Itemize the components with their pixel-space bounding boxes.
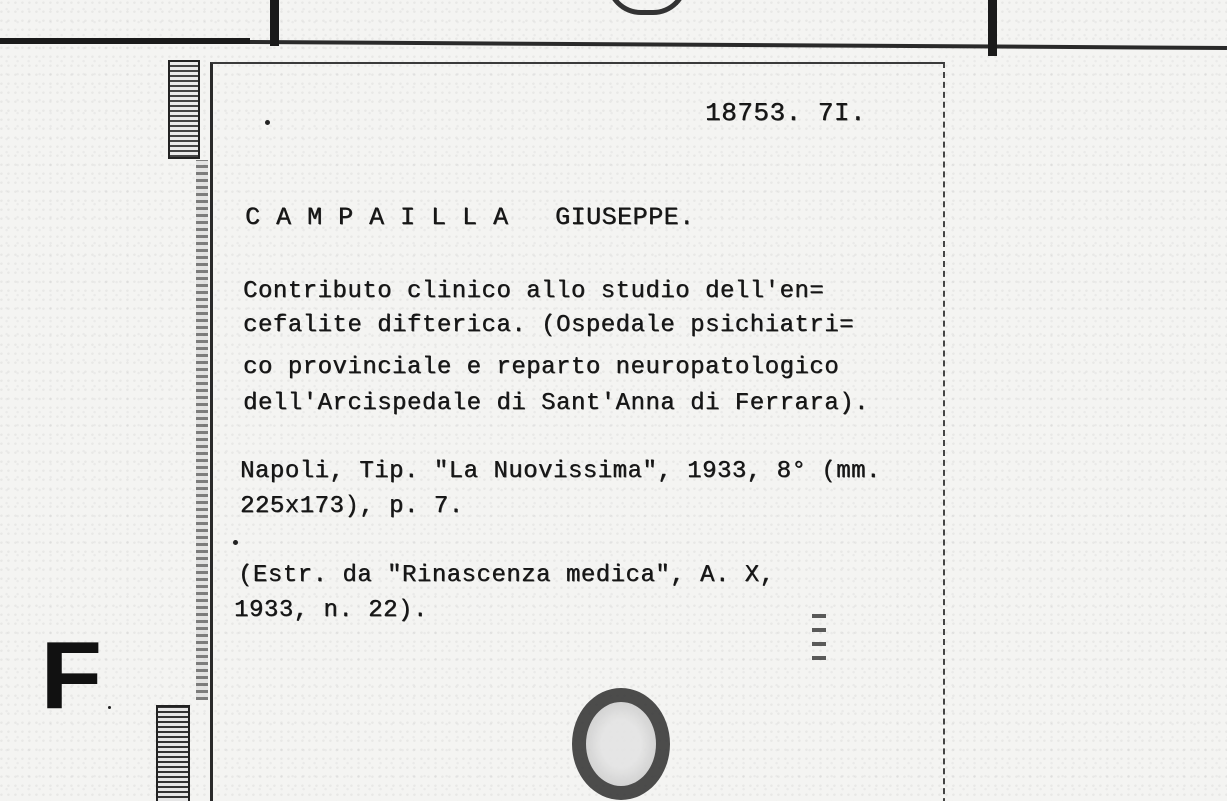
title-line-1: Contributo clinico allo studio dell'en=: [243, 278, 825, 305]
binder-strip-top: [168, 60, 200, 159]
publication-line-1: Napoli, Tip. "La Nuovissima", 1933, 8° (mm.: [240, 458, 881, 485]
catalog-card: [210, 62, 945, 801]
author-name: C A M P A I L L A GIUSEPPE.: [245, 203, 695, 232]
margin-ink-marks: [812, 606, 826, 660]
reference-number: 18753. 7I.: [705, 98, 867, 128]
ink-speck: [233, 540, 238, 545]
top-post-right: [988, 0, 997, 56]
publication-line-2: 225x173), p. 7.: [240, 493, 464, 520]
bottom-punch-hole: [572, 688, 670, 800]
top-rule-left: [0, 38, 250, 44]
card-edge-shadow: [196, 160, 208, 700]
title-line-2: cefalite difterica. (Ospedale psichiatri=: [243, 312, 854, 339]
title-line-4: dell'Arcispedale di Sant'Anna di Ferrara).: [243, 390, 869, 417]
margin-letter: F: [40, 622, 103, 729]
note-line-2: 1933, n. 22).: [234, 597, 428, 624]
top-post-left: [270, 0, 279, 46]
title-line-3: co provinciale e reparto neuropatologico: [243, 354, 840, 381]
binder-strip-bottom: [156, 705, 190, 801]
ink-speck: [265, 120, 270, 125]
note-line-1: (Estr. da "Rinascenza medica", A. X,: [238, 562, 775, 589]
ink-speck: [108, 706, 111, 709]
